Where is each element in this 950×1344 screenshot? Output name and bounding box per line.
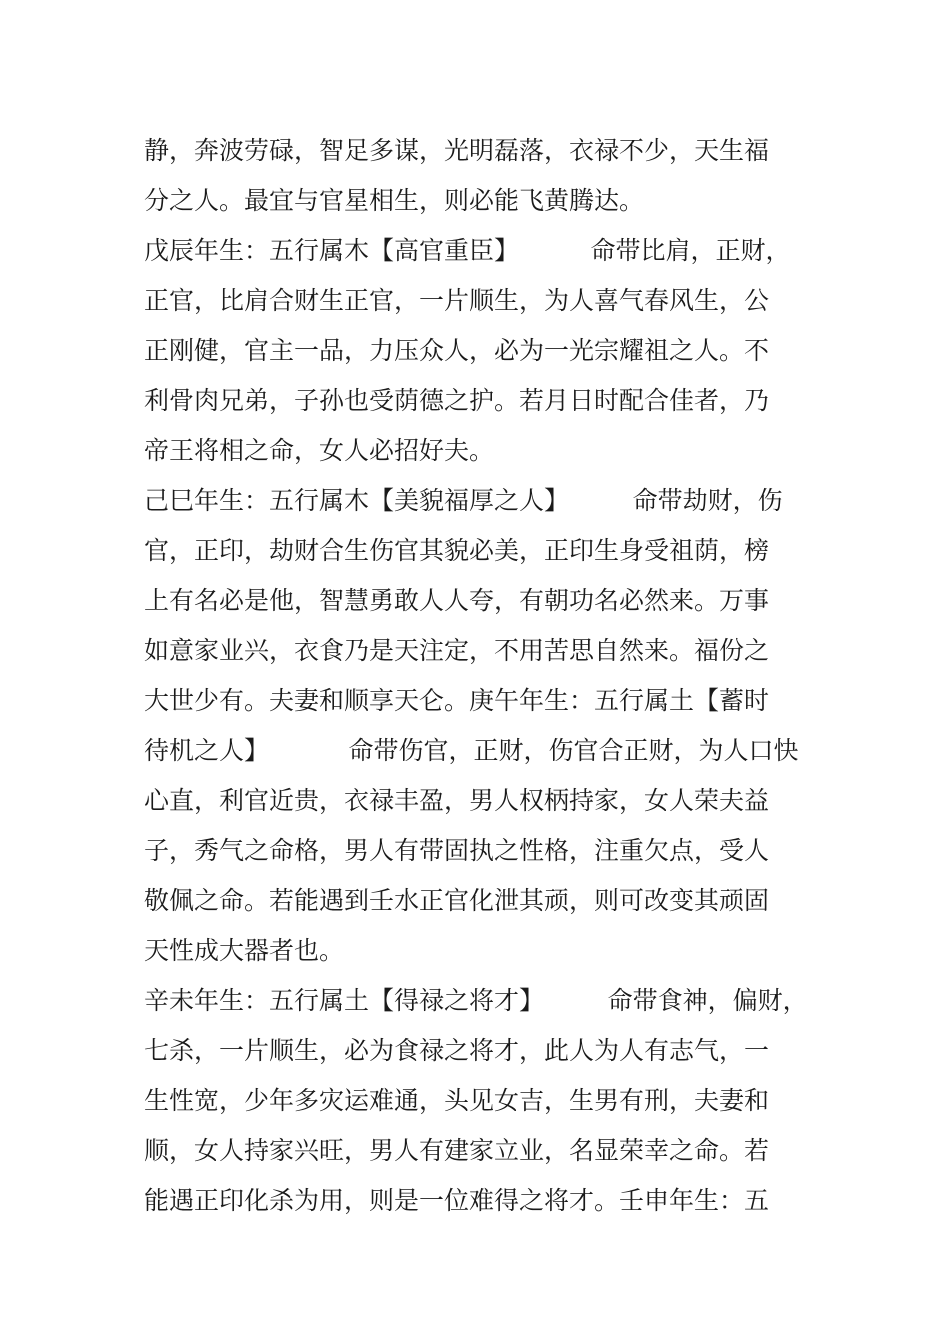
text-line: 静，奔波劳碌，智足多谋，光明磊落，衣禄不少，天生福 xyxy=(144,136,770,165)
text-line: 生性宽，少年多灾运难通，头见女吉，生男有刑，夫妻和 xyxy=(144,1086,770,1115)
text-line: 大世少有。夫妻和顺享天仑。庚午年生：五行属土【蓄时 xyxy=(144,686,770,715)
text-line: 待机之人】 命带伤官，正财，伤官合正财，为人口快 xyxy=(144,736,799,765)
text-line: 利骨肉兄弟，子孙也受荫德之护。若月日时配合佳者，乃 xyxy=(144,386,770,415)
text-line: 辛未年生：五行属土【得禄之将才】 命带食神，偏财， xyxy=(144,986,808,1015)
body-text xyxy=(144,126,824,1226)
text-line: 七杀，一片顺生，必为食禄之将才，此人为人有志气，一 xyxy=(144,1036,770,1065)
text-line: 正刚健，官主一品，力压众人，必为一光宗耀祖之人。不 xyxy=(144,336,770,365)
text-line: 心直，利官近贵，衣禄丰盈，男人权柄持家，女人荣夫益 xyxy=(144,786,770,815)
text-line: 能遇正印化杀为用，则是一位难得之将才。壬申年生：五 xyxy=(144,1186,770,1215)
text-line: 正官，比肩合财生正官，一片顺生，为人喜气春风生，公 xyxy=(144,286,770,315)
text-line: 如意家业兴，衣食乃是天注定，不用苦思自然来。福份之 xyxy=(144,636,770,665)
text-line: 官，正印，劫财合生伤官其貌必美，正印生身受祖荫，榜 xyxy=(144,536,770,565)
text-line: 天性成大器者也。 xyxy=(144,936,345,965)
text-line: 帝王将相之命，女人必招好夫。 xyxy=(144,436,495,465)
text-line: 分之人。最宜与官星相生，则必能飞黄腾达。 xyxy=(144,186,645,215)
text-line: 己巳年生：五行属木【美貌福厚之人】 命带劫财，伤 xyxy=(144,486,783,515)
text-line: 子，秀气之命格，男人有带固执之性格，注重欠点，受人 xyxy=(144,836,770,865)
text-line: 顺，女人持家兴旺，男人有建家立业，名显荣幸之命。若 xyxy=(144,1136,770,1165)
text-line: 敬佩之命。若能遇到壬水正官化泄其顽，则可改变其顽固 xyxy=(144,886,770,915)
text-line: 戊辰年生：五行属木【高官重臣】 命带比肩，正财， xyxy=(144,236,791,265)
text-line: 上有名必是他，智慧勇敢人人夸，有朝功名必然来。万事 xyxy=(144,586,770,615)
